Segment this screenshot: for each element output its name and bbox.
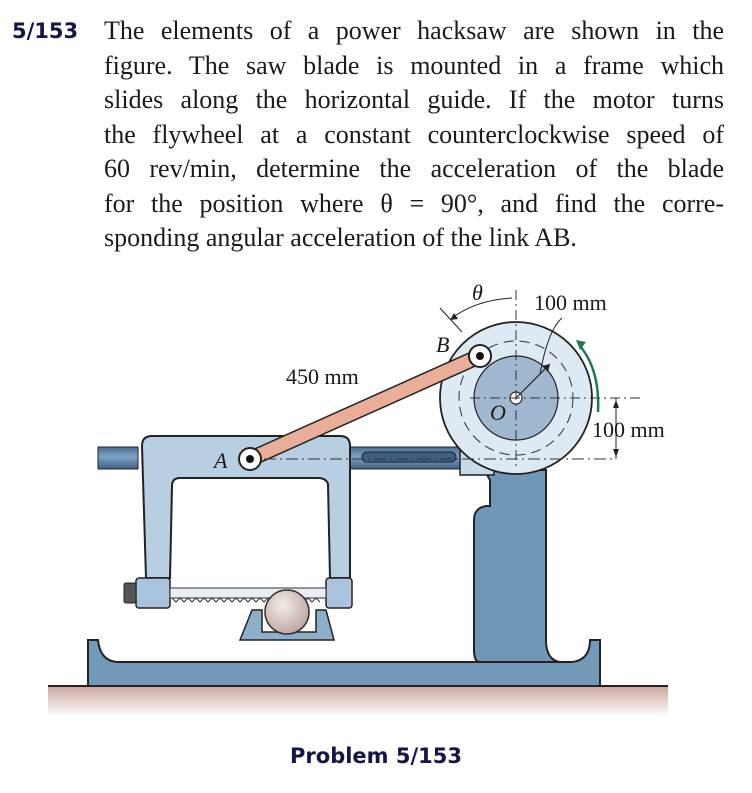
- flywheel-stand: [474, 470, 560, 662]
- label-B: B: [436, 332, 450, 357]
- label-offset: 100 mm: [592, 417, 665, 442]
- label-theta: θ: [472, 280, 483, 305]
- problem-line: the flywheel at a constant counterclockwise speed of: [104, 119, 724, 149]
- label-crank-radius: 100 mm: [534, 290, 607, 315]
- label-link-length: 450 mm: [286, 364, 359, 389]
- problem-line: The elements of a power hacksaw are shown in the: [104, 16, 724, 45]
- label-A: A: [214, 448, 228, 473]
- problem-number: 5/153: [12, 19, 79, 43]
- figure-caption: Problem 5/153: [290, 744, 462, 768]
- label-O: O: [490, 400, 506, 425]
- problem-line: for the position where θ = 90°, and find the corre-: [104, 188, 724, 218]
- ground: [48, 686, 668, 716]
- problem-line: sponding angular acceleration of the link AB.: [104, 223, 577, 252]
- problem-line: slides along the horizontal guide. If the motor turns: [104, 85, 724, 114]
- problem-line: 60 rev/min, determine the acceleration of the blade: [104, 154, 724, 183]
- workpiece-rod: [265, 590, 309, 634]
- saw-frame: [124, 436, 352, 608]
- flywheel: [440, 290, 640, 474]
- problem-line: figure. The saw blade is mounted in a frame which: [104, 50, 724, 80]
